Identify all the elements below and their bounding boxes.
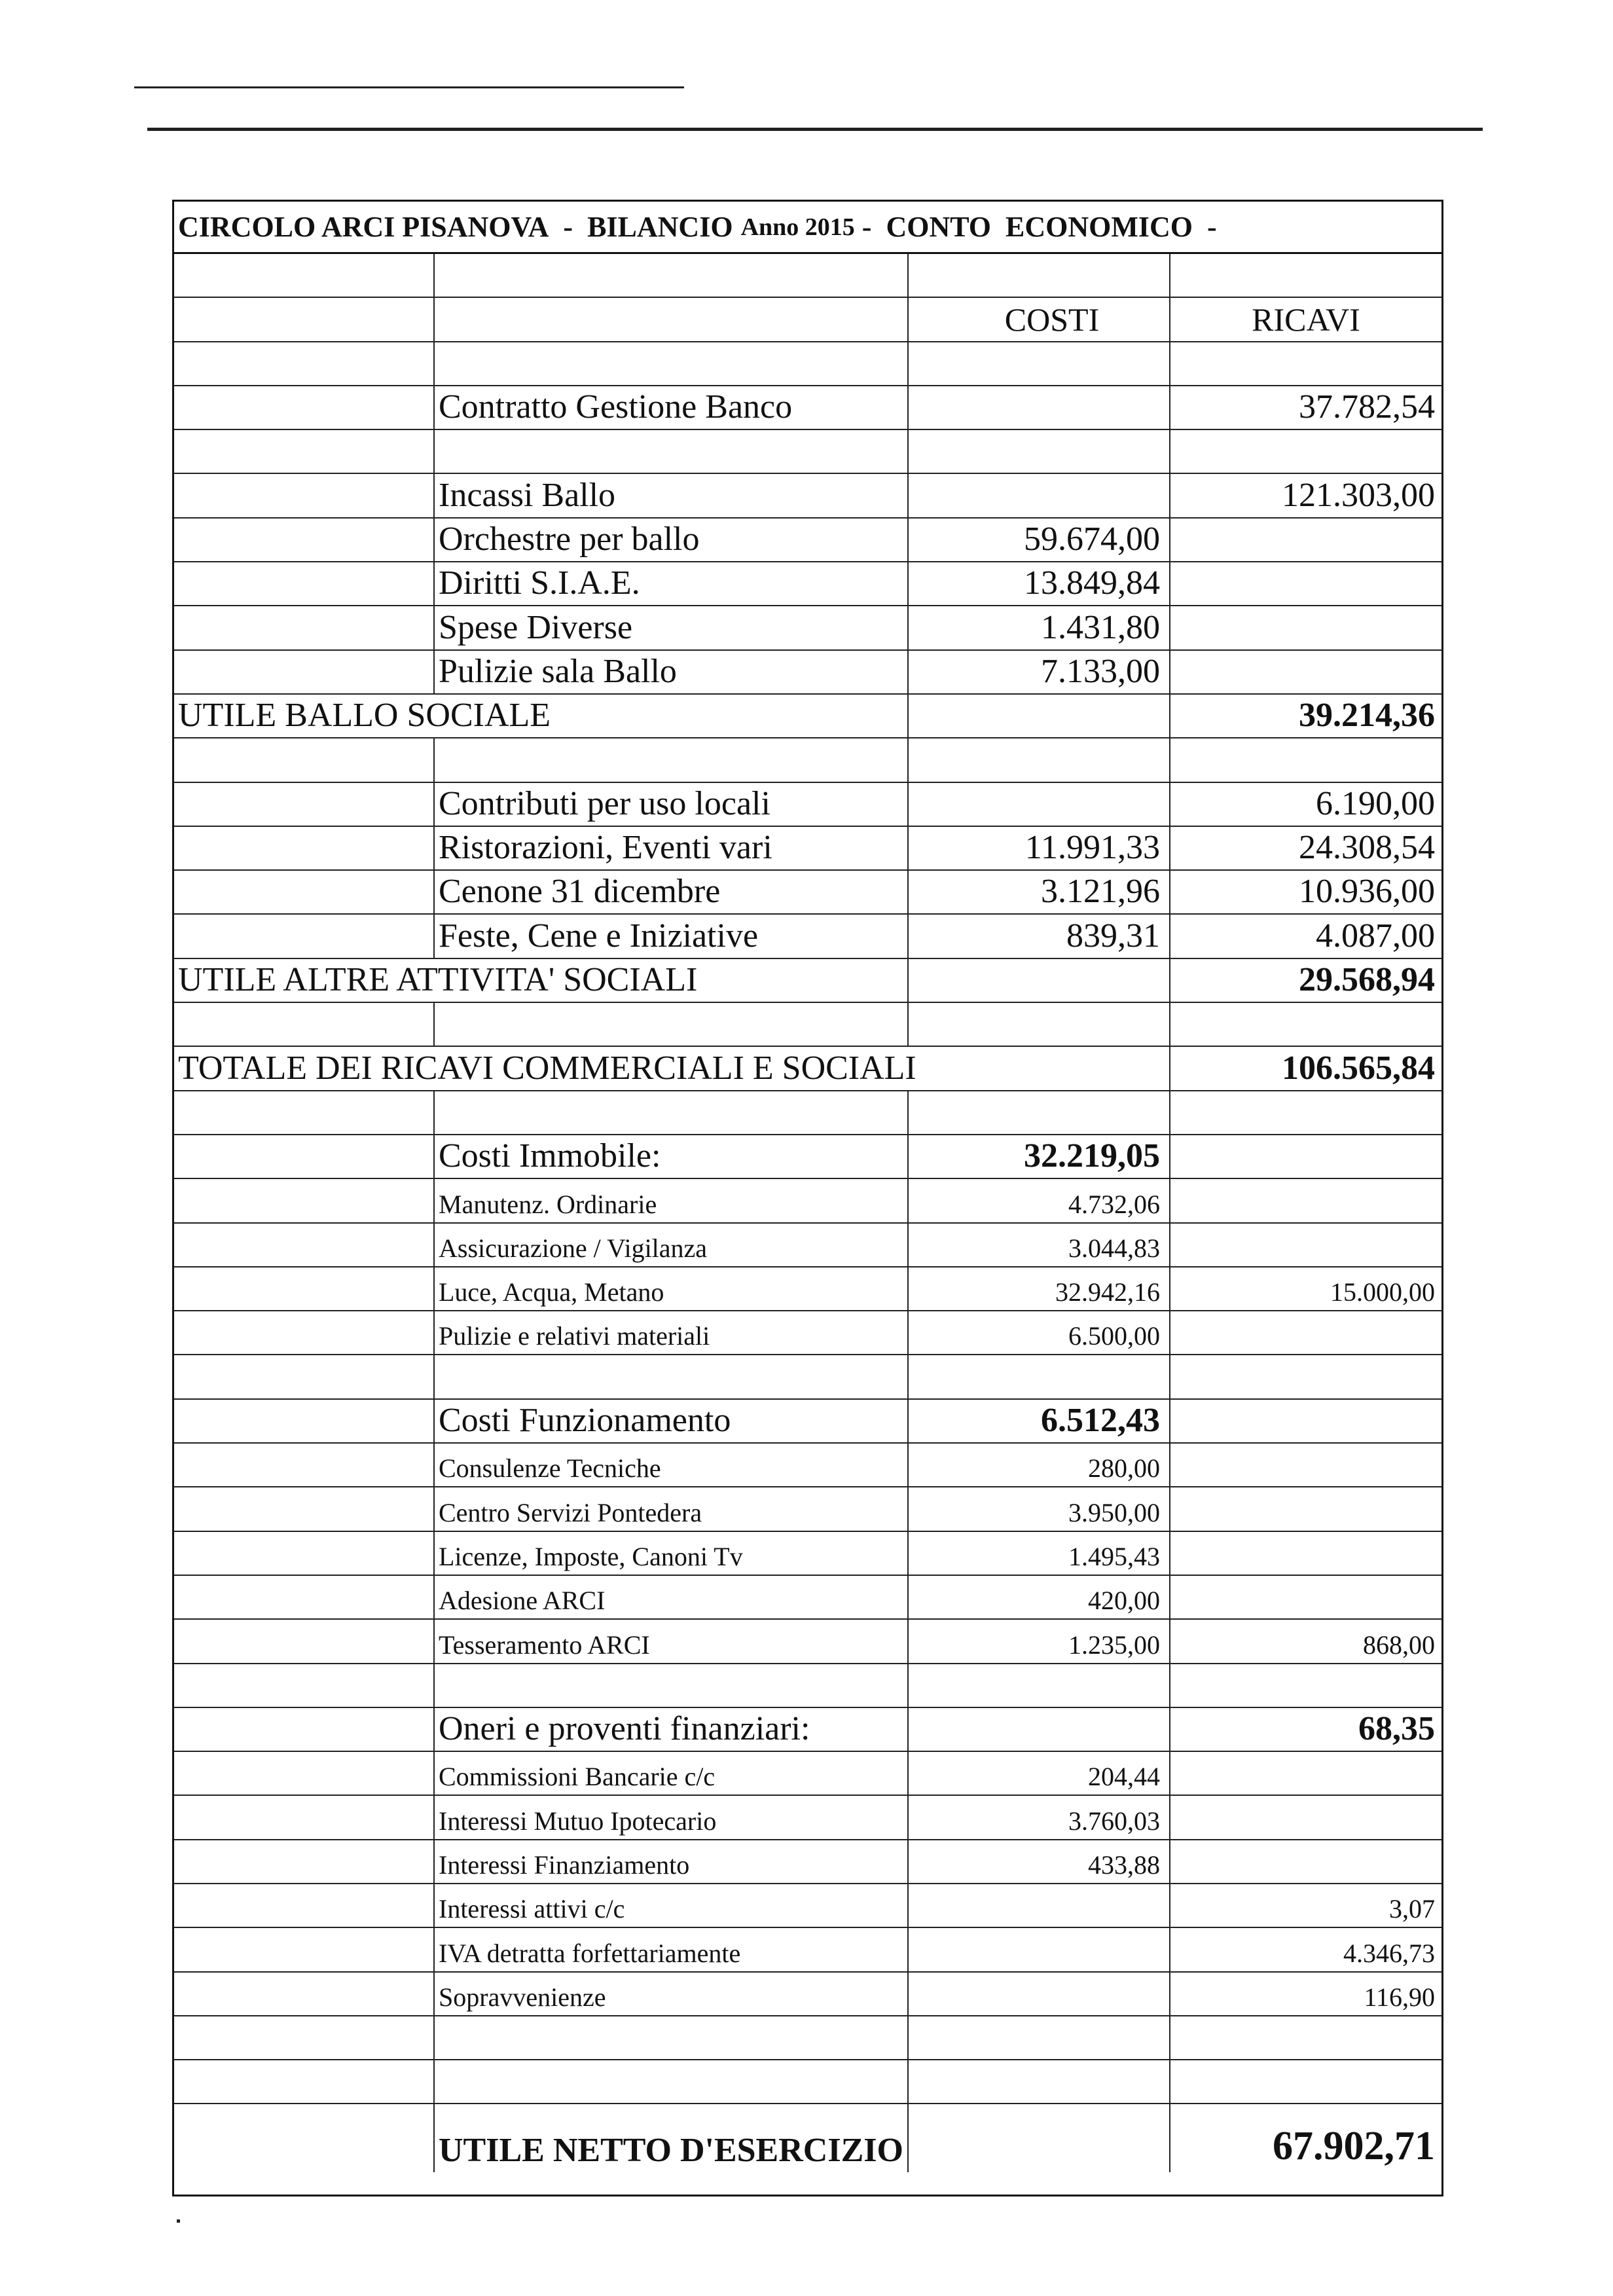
- ricavi-cell: [1170, 1532, 1441, 1575]
- table-row: [174, 783, 1441, 827]
- row-label: [435, 342, 909, 385]
- ricavi-cell: 3,07: [1389, 1894, 1435, 1924]
- title-conto: CONTO ECONOMICO -: [886, 211, 1217, 243]
- table-row: [174, 959, 1441, 1003]
- row-label: UTILE BALLO SOCIALE: [178, 697, 551, 735]
- row-label: [435, 1003, 909, 1046]
- ricavi-cell: [1170, 2016, 1441, 2059]
- row-label: Oneri e proventi finanziari:: [435, 1708, 909, 1751]
- costi-cell: [909, 959, 1170, 1002]
- row-label: [435, 2016, 909, 2059]
- ricavi-cell: [1170, 1840, 1441, 1883]
- table-row: [174, 1487, 1441, 1531]
- row-label: Interessi Mutuo Ipotecario: [435, 1796, 909, 1838]
- row-label: Tesseramento ARCI: [435, 1620, 909, 1662]
- table-row: [174, 1091, 1441, 1135]
- row-margin: [174, 1973, 435, 2015]
- ricavi-cell: [1170, 1003, 1441, 1046]
- ricavi-cell: [1170, 1400, 1441, 1442]
- costi-cell: 420,00: [909, 1576, 1170, 1618]
- ricavi-cell: [1170, 430, 1441, 473]
- table-row: [174, 1576, 1441, 1620]
- row-margin: [174, 254, 435, 297]
- row-label: Contributi per uso locali: [435, 783, 909, 826]
- table-row: [174, 1752, 1441, 1796]
- table-row: [174, 651, 1441, 695]
- costi-cell: 13.849,84: [909, 562, 1170, 605]
- row-spacer: [435, 695, 909, 737]
- row-spacer: [435, 1047, 909, 1089]
- costi-cell: [909, 1708, 1170, 1751]
- costi-cell: 1.495,43: [909, 1532, 1170, 1575]
- costi-cell: [909, 783, 1170, 826]
- row-label: Interessi Finanziamento: [435, 1840, 909, 1883]
- ricavi-cell: 39.214,36: [1299, 697, 1435, 735]
- ricavi-cell: [1170, 1752, 1441, 1795]
- row-label: [435, 1355, 909, 1398]
- ricavi-cell: [1170, 254, 1441, 297]
- costi-cell: [909, 254, 1170, 297]
- row-label: Cenone 31 dicembre: [435, 871, 909, 913]
- costi-cell: [909, 1003, 1170, 1046]
- row-label: Incassi Ballo: [435, 474, 909, 517]
- row-label: Pulizie sala Ballo: [435, 651, 909, 693]
- ricavi-cell: [1170, 1444, 1441, 1486]
- row-margin: [174, 738, 435, 781]
- ricavi-cell: 4.346,73: [1343, 1938, 1435, 1968]
- costi-cell: 6.512,43: [909, 1400, 1170, 1442]
- table-row: [174, 342, 1441, 386]
- costi-cell: [909, 342, 1170, 385]
- ricavi-cell: 29.568,94: [1299, 961, 1435, 999]
- row-margin: [174, 1091, 435, 1134]
- row-margin: [174, 386, 435, 429]
- row-margin: [174, 1135, 435, 1178]
- ricavi-cell: 37.782,54: [1299, 388, 1435, 426]
- costi-cell: 3.044,83: [909, 1224, 1170, 1266]
- costi-cell: COSTI: [909, 298, 1170, 340]
- row-margin: [174, 2016, 435, 2059]
- table-row: [174, 2016, 1441, 2060]
- costi-cell: [909, 2104, 1170, 2172]
- table-row: [174, 298, 1441, 342]
- costi-cell: 433,88: [909, 1840, 1170, 1883]
- row-margin: [174, 2060, 435, 2103]
- table-row: [174, 562, 1441, 606]
- costi-cell: [909, 1884, 1170, 1927]
- row-label: Contratto Gestione Banco: [435, 386, 909, 429]
- table-row: [174, 1796, 1441, 1840]
- costi-cell: [909, 2016, 1170, 2059]
- top-long-rule: [147, 128, 1483, 131]
- table-row: [174, 386, 1441, 430]
- row-label: Diritti S.I.A.E.: [435, 562, 909, 605]
- row-margin: [174, 562, 435, 605]
- row-label: Consulenze Tecniche: [435, 1444, 909, 1486]
- title-sep: -: [854, 211, 886, 243]
- table-row: [174, 1355, 1441, 1399]
- costi-cell: 4.732,06: [909, 1179, 1170, 1222]
- table-row: [174, 1311, 1441, 1355]
- row-label: [435, 430, 909, 473]
- table-row: [174, 871, 1441, 915]
- stray-mark: [177, 2219, 180, 2223]
- table-row: [174, 1135, 1441, 1179]
- table-body: [174, 254, 1441, 2172]
- row-margin: [174, 606, 435, 649]
- table-row: [174, 1664, 1441, 1708]
- row-label: Costi Immobile:: [435, 1135, 909, 1178]
- row-margin: [174, 1708, 435, 1751]
- costi-cell: [909, 2060, 1170, 2103]
- row-label: TOTALE DEI RICAVI COMMERCIALI E SOCIALI: [178, 1049, 916, 1087]
- table-row: [174, 254, 1441, 298]
- costi-cell: 59.674,00: [909, 519, 1170, 561]
- ricavi-cell: 868,00: [1363, 1630, 1435, 1660]
- title-year: Anno 2015: [740, 213, 855, 241]
- costi-cell: [909, 430, 1170, 473]
- table-row: [174, 915, 1441, 958]
- costi-cell: 6.500,00: [909, 1311, 1170, 1354]
- table-row: [174, 606, 1441, 650]
- document-title: [174, 202, 1441, 254]
- costi-cell: 1.431,80: [909, 606, 1170, 649]
- row-label: Costi Funzionamento: [435, 1400, 909, 1442]
- table-row: [174, 1179, 1441, 1223]
- row-margin: [174, 871, 435, 913]
- ricavi-cell: [1170, 1355, 1441, 1398]
- row-margin: [174, 1620, 435, 1662]
- table-row: [174, 1708, 1441, 1752]
- costi-cell: [909, 1928, 1170, 1971]
- costi-cell: 3.121,96: [909, 871, 1170, 913]
- ricavi-cell: [1170, 1487, 1441, 1530]
- row-label: Orchestre per ballo: [435, 519, 909, 561]
- ricavi-cell: [1170, 1179, 1441, 1222]
- row-label: Centro Servizi Pontedera: [435, 1487, 909, 1530]
- table-row: [174, 1224, 1441, 1267]
- costi-cell: 204,44: [909, 1752, 1170, 1795]
- costi-cell: 1.235,00: [909, 1620, 1170, 1662]
- row-label: Commissioni Bancarie c/c: [435, 1752, 909, 1795]
- row-margin: [174, 1179, 435, 1222]
- ricavi-cell: RICAVI: [1252, 301, 1360, 338]
- table-row: [174, 1532, 1441, 1576]
- income-statement-table: [172, 200, 1443, 2196]
- row-margin: [174, 1532, 435, 1575]
- row-label: [435, 254, 909, 297]
- ricavi-cell: 24.308,54: [1299, 829, 1435, 867]
- ricavi-cell: 4.087,00: [1316, 917, 1435, 955]
- table-row: [174, 695, 1441, 738]
- row-spacer: [435, 959, 909, 1002]
- row-label: UTILE NETTO D'ESERCIZIO: [435, 2104, 909, 2172]
- table-row: [174, 1884, 1441, 1928]
- row-margin: [174, 1928, 435, 1971]
- row-margin: [174, 1752, 435, 1795]
- ricavi-cell: 67.902,71: [1273, 2124, 1435, 2169]
- row-label: Luce, Acqua, Metano: [435, 1267, 909, 1310]
- row-margin: [174, 827, 435, 869]
- costi-cell: [909, 695, 1170, 737]
- costi-cell: 3.950,00: [909, 1487, 1170, 1530]
- ricavi-cell: [1170, 1311, 1441, 1354]
- row-margin: [174, 1884, 435, 1927]
- table-row: [174, 1840, 1441, 1884]
- costi-cell: [909, 1664, 1170, 1707]
- row-margin: [174, 783, 435, 826]
- row-margin: [174, 1796, 435, 1838]
- row-label: [435, 1091, 909, 1134]
- costi-cell: [909, 1047, 1170, 1089]
- row-margin: [174, 651, 435, 693]
- costi-cell: 280,00: [909, 1444, 1170, 1486]
- row-margin: [174, 1840, 435, 1883]
- costi-cell: [909, 386, 1170, 429]
- ricavi-cell: [1170, 1224, 1441, 1266]
- row-margin: [174, 915, 435, 957]
- costi-cell: [909, 1973, 1170, 2015]
- row-label: Interessi attivi c/c: [435, 1884, 909, 1927]
- ricavi-cell: 68,35: [1358, 1710, 1435, 1748]
- table-row: [174, 430, 1441, 474]
- ricavi-cell: 6.190,00: [1316, 784, 1435, 822]
- table-row: [174, 738, 1441, 782]
- row-label: [435, 738, 909, 781]
- table-row: [174, 474, 1441, 518]
- ricavi-cell: 116,90: [1364, 1982, 1435, 2012]
- row-margin: [174, 474, 435, 517]
- row-margin: [174, 1400, 435, 1442]
- costi-cell: 32.942,16: [909, 1267, 1170, 1310]
- ricavi-cell: [1170, 562, 1441, 605]
- row-label: Manutenz. Ordinarie: [435, 1179, 909, 1222]
- row-margin: [174, 1003, 435, 1046]
- table-row: [174, 1267, 1441, 1311]
- costi-cell: 11.991,33: [909, 827, 1170, 869]
- row-margin: [174, 1355, 435, 1398]
- row-margin: [174, 298, 435, 340]
- row-label: Sopravvenienze: [435, 1973, 909, 2015]
- row-margin: [174, 430, 435, 473]
- costi-cell: 7.133,00: [909, 651, 1170, 693]
- table-row: [174, 1003, 1441, 1047]
- ricavi-cell: 106.565,84: [1282, 1049, 1435, 1087]
- table-row: [174, 1444, 1441, 1487]
- row-label: Pulizie e relativi materiali: [435, 1311, 909, 1354]
- row-margin: [174, 1576, 435, 1618]
- ricavi-cell: 15.000,00: [1330, 1277, 1435, 1307]
- costi-cell: 839,31: [909, 915, 1170, 957]
- row-label: [435, 298, 909, 340]
- row-label: Ristorazioni, Eventi vari: [435, 827, 909, 869]
- top-short-rule: [134, 86, 684, 88]
- row-label: [435, 2060, 909, 2103]
- ricavi-cell: 10.936,00: [1299, 873, 1435, 911]
- costi-cell: 32.219,05: [909, 1135, 1170, 1178]
- ricavi-cell: [1170, 606, 1441, 649]
- ricavi-cell: [1170, 342, 1441, 385]
- row-margin: [174, 1487, 435, 1530]
- table-row: [174, 827, 1441, 871]
- ricavi-cell: [1170, 1091, 1441, 1134]
- title-org: CIRCOLO ARCI PISANOVA: [178, 211, 549, 243]
- row-margin: [174, 519, 435, 561]
- row-margin: [174, 1267, 435, 1310]
- row-margin: [174, 2104, 435, 2172]
- row-margin: [174, 1311, 435, 1354]
- row-label: UTILE ALTRE ATTIVITA' SOCIALI: [178, 961, 698, 999]
- costi-cell: [909, 1355, 1170, 1398]
- ricavi-cell: [1170, 738, 1441, 781]
- title-bilancio: BILANCIO: [587, 211, 733, 243]
- table-row: [174, 1973, 1441, 2016]
- costi-cell: 3.760,03: [909, 1796, 1170, 1838]
- row-margin: [174, 1224, 435, 1266]
- table-row: [174, 1400, 1441, 1444]
- ricavi-cell: 121.303,00: [1282, 476, 1435, 514]
- row-label: Assicurazione / Vigilanza: [435, 1224, 909, 1266]
- table-row: [174, 1047, 1441, 1091]
- table-row: [174, 1620, 1441, 1664]
- row-label: Adesione ARCI: [435, 1576, 909, 1618]
- ricavi-cell: [1170, 2060, 1441, 2103]
- row-label: Licenze, Imposte, Canoni Tv: [435, 1532, 909, 1575]
- row-margin: [174, 1444, 435, 1486]
- table-row: [174, 519, 1441, 562]
- ricavi-cell: [1170, 1135, 1441, 1178]
- row-label: Feste, Cene e Iniziative: [435, 915, 909, 957]
- ricavi-cell: [1170, 519, 1441, 561]
- row-label: IVA detratta forfettariamente: [435, 1928, 909, 1971]
- ricavi-cell: [1170, 1576, 1441, 1618]
- row-margin: [174, 342, 435, 385]
- ricavi-cell: [1170, 1796, 1441, 1838]
- ricavi-cell: [1170, 1664, 1441, 1707]
- row-label: [435, 1664, 909, 1707]
- row-label: Spese Diverse: [435, 606, 909, 649]
- table-row: [174, 2060, 1441, 2104]
- title-sep: -: [549, 211, 588, 243]
- ricavi-cell: [1170, 651, 1441, 693]
- table-row: [174, 1928, 1441, 1972]
- costi-cell: [909, 474, 1170, 517]
- costi-cell: [909, 1091, 1170, 1134]
- costi-cell: [909, 738, 1170, 781]
- table-row: [174, 2104, 1441, 2172]
- row-margin: [174, 1664, 435, 1707]
